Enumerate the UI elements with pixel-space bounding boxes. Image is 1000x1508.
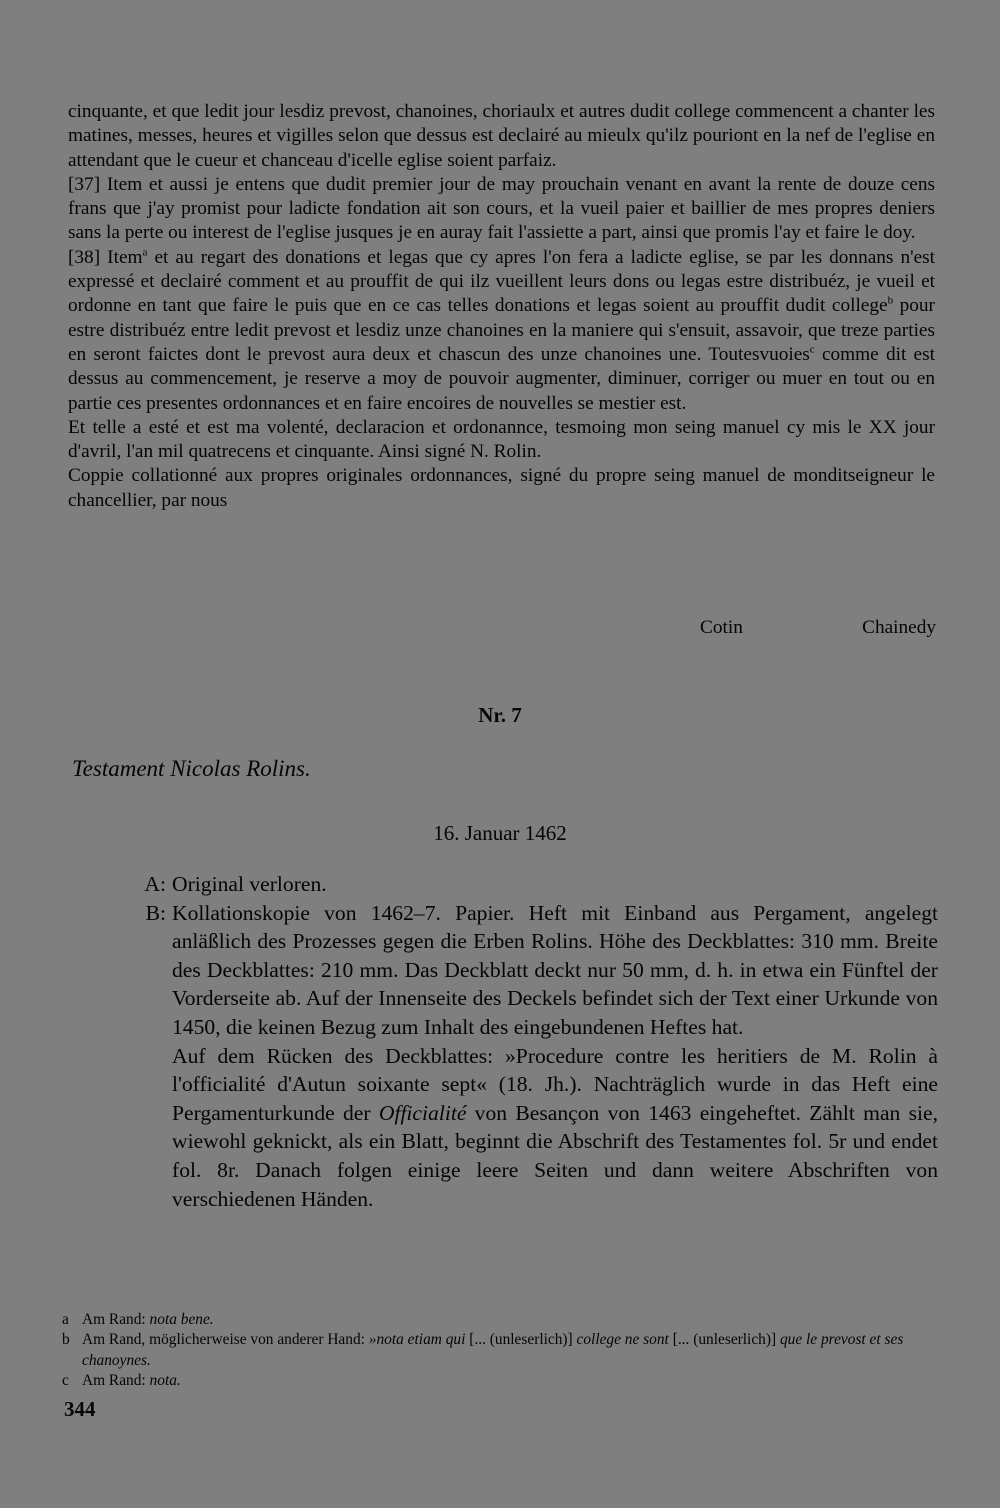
footnote-b: b Am Rand, möglicherweise von anderer Hand: »nota etiam qui [... (unleserlich)] college ne sont [... (unleserlich)] que le prevost et ses chanoynes. [62, 1331, 904, 1369]
footnote-a: a Am Rand: nota bene. [62, 1311, 214, 1328]
signatures [700, 617, 936, 639]
source-description [122, 870, 938, 1213]
document-number: Nr. 7 [478, 703, 522, 727]
footnote-marker-b: b [887, 294, 894, 307]
source-a-text: Original verloren. [172, 872, 327, 896]
source-a [122, 870, 938, 899]
source-a-key: A: [144, 872, 166, 896]
source-b-binding-text: Auf dem Rücken des Deckblattes: »Procedure contre les heritiers de M. Rolin à l'officialité d'Autun soixante sept« (18. Jh.). Nachträglich wurde in das Heft eine Pergamenturkunde der Officialité von Besançon von 1463 eingeheftet. Zählt man sie, wiewohl geknickt, als ein Blatt, beginnt die Abschrift des Testamentes fol. 5r und endet fol. 8r. Danach folgen einige leere Seiten und dann weitere Abschriften von verschiedenen Händen. [172, 1043, 938, 1211]
document-date: 16. Januar 1462 [433, 821, 567, 845]
source-b-text: Kollationskopie von 1462–7. Papier. Heft mit Einband aus Pergament, angelegt anläßlich des Prozesses gegen die Erben Rolins. Höhe des Deckblattes: 310 mm. Breite des Deckblattes: 210 mm. Das Deckblatt deckt nur 50 mm, d. h. in etwa ein Fünftel der Vorderseite ab. Auf der Innenseite des Deckels befindet sich der Text einer Urkunde von 1450, die keinen Bezug zum Inhalt des eingebundenen Heftes hat. [172, 900, 938, 1039]
copy-attestation: Coppie collationné aux propres originales ordonnances, signé du propre seing manuel de monditseigneur le chancellier, par nous [68, 465, 935, 511]
footnote-marker-c: c [809, 343, 815, 356]
source-b-key: B: [145, 900, 166, 925]
signature-cotin: Cotin [700, 617, 743, 638]
paragraph-38: [38] Item$^a$ et au regart des donations et legas que cy apres l'on fera a ladicte eglise, se par les donnans n'est expressé et declairé comment et au prouffit de qui ilz vueillent leurs dons ou legas estre distribuéz, je vueil et ordonne en tant que faire le puis que en ce cas telles donations et legas soient au prouffit dudit college$^b$ pour estre distribuéz entre ledit prevost et lesdiz unze chanoines en la maniere qui s'ensuit, assavoir, que treze parties en seront faictes dont le prevost aura deux et chascun des unze chanoines une. Toutesvuoies$^c$ comme dit est dessus au commencement, je reserve a moy de pouvoir augmenter, diminuer, corriger ou muer en tout ou en partie ces presentes ordonnances et en faire encoires de nouvelles se mestier est. [68, 246, 935, 414]
signature-chainedy: Chainedy [862, 617, 936, 638]
page-number: 344 [64, 1397, 96, 1421]
closing-declaration: Et telle a esté et est ma volenté, declaracion et ordonannce, tesmoing mon seing manuel cy mis le XX jour d'avril, l'an mil quatrecens et cinquante. Ainsi signé N. Rolin. [68, 416, 935, 463]
charter-text [68, 100, 935, 513]
footnote-marker-a: a [142, 246, 148, 259]
source-b [122, 899, 938, 1214]
document-title: Testament Nicolas Rolins. [72, 756, 311, 781]
paragraph-37: [37] Item et aussi je entens que dudit premier jour de may prouchain venant en avant la rente de douze cens frans que j'ay promist pour ladicte fondation ait son cours, et la vueil paier et baillier de mes propres deniers sans la perte ou interest de l'eglise jusques je en auray fait l'assiette a part, ainsi que promis l'ay et faire le doy. [68, 173, 935, 244]
footnotes [62, 1310, 940, 1392]
footnote-c: c Am Rand: nota. [62, 1372, 181, 1390]
paragraph-36-end: cinquante, et que ledit jour lesdiz prevost, chanoines, choriaulx et autres dudit college commencent a chanter les matines, messes, heures et vigilles selon que dessus est declairé au mieulx qu'ilz pouriont en la nef de l'eglise en attendant que le cueur et chanceau d'icelle eglise soient parfaiz. [68, 101, 935, 171]
